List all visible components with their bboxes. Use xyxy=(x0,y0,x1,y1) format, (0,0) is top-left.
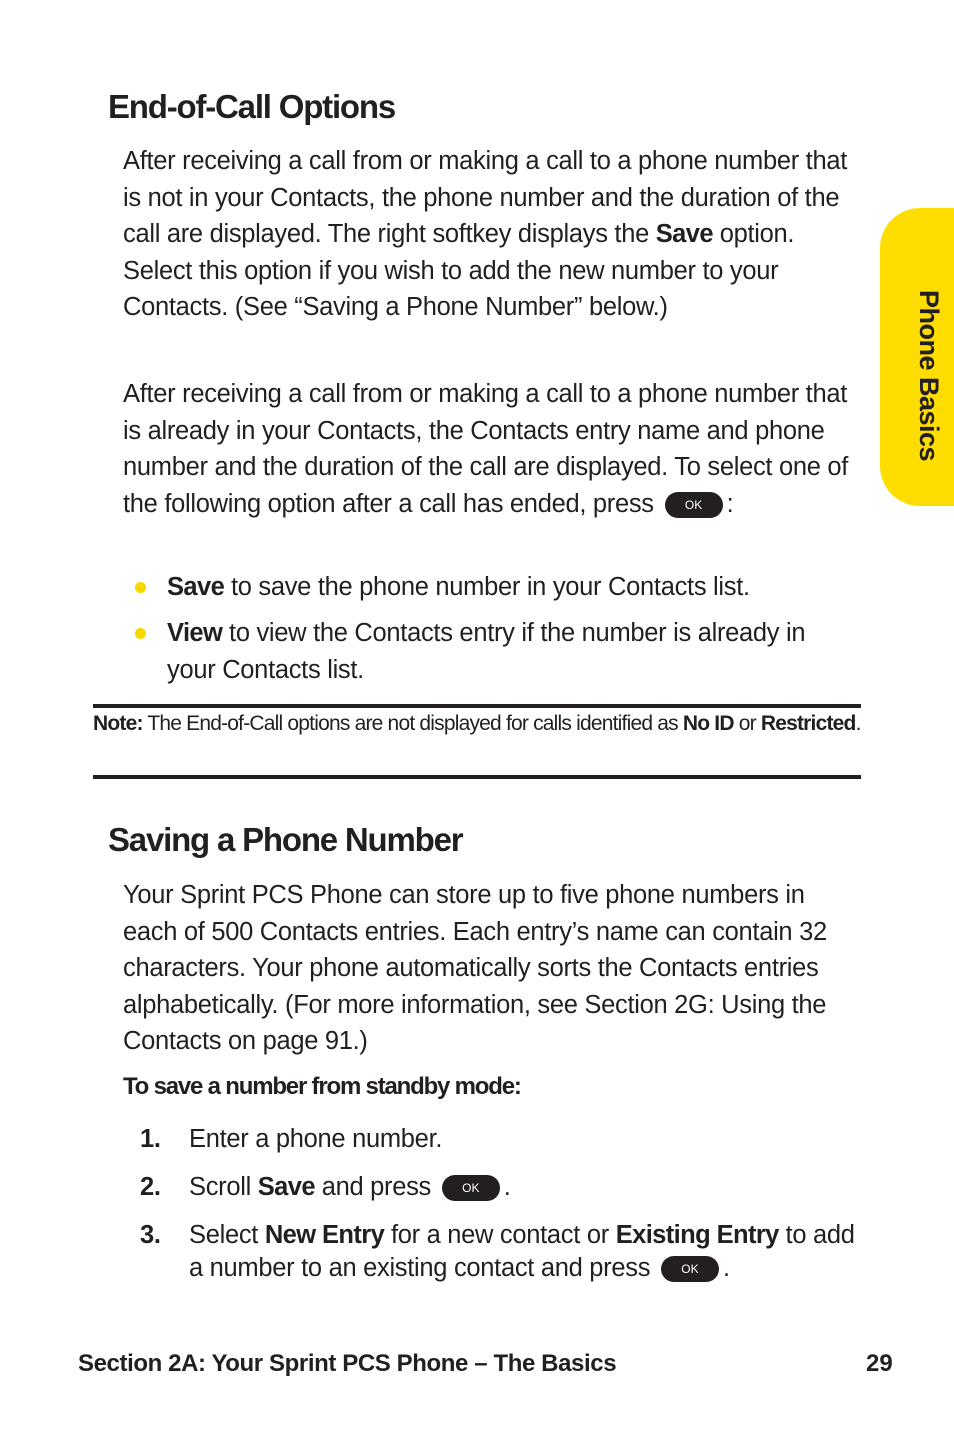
note-top-rule xyxy=(93,704,861,708)
ok-key-icon: OK xyxy=(665,492,723,518)
step-1: 1. Enter a phone number. xyxy=(140,1125,443,1153)
step-3: 3. Select New Entry for a new contact or Existing Entry to add a number to an existing contact and press OK . xyxy=(140,1221,855,1282)
step-2: 2. Scroll Save and press OK . xyxy=(140,1173,511,1201)
paragraph-end-of-call-1: After receiving a call from or making a call to a phone number that is not in your Contacts, the phone number and the duration of the call are displayed. The right softkey displays the Save option. Select this option if you wish to add the new number to your Contacts. (See “Saving a Phone Number” below.) xyxy=(123,147,848,321)
note-box: Note: The End-of-Call options are not displayed for calls identified as No ID or Restricted. xyxy=(93,712,861,735)
bullet-icon xyxy=(135,628,146,639)
ok-key-icon: OK xyxy=(661,1256,719,1282)
bullet-icon xyxy=(135,582,146,593)
section-heading-end-of-call: End-of-Call Options xyxy=(108,88,395,125)
section-tab-label: Phone Basics xyxy=(914,290,944,462)
page-number: 29 xyxy=(866,1350,893,1377)
section-heading-saving-number: Saving a Phone Number xyxy=(108,821,463,858)
list-item-save: Save to save the phone number in your Contacts list. xyxy=(135,569,855,606)
ok-key-icon: OK xyxy=(442,1175,500,1201)
paragraph-saving-number: Your Sprint PCS Phone can store up to five phone numbers in each of 500 Contacts entries. Each entry’s name can contain 32 characters. Your phone automatically sorts the Contacts entries alphabetically. (For more information, see Section 2G: Using the Contacts on page 91.) xyxy=(123,881,827,1055)
procedure-title: To save a number from standby mode: xyxy=(123,1073,521,1100)
note-bottom-rule xyxy=(93,775,861,779)
list-item-view: View to view the Contacts entry if the number is already in your Contacts list. xyxy=(135,615,855,688)
footer-section-title: Section 2A: Your Sprint PCS Phone – The Basics xyxy=(78,1350,617,1377)
paragraph-end-of-call-2: After receiving a call from or making a call to a phone number that is already in your Contacts, the Contacts entry name and phone number and the duration of the call are displayed. To select one of the following option after a call has ended, press OK : xyxy=(123,380,849,518)
